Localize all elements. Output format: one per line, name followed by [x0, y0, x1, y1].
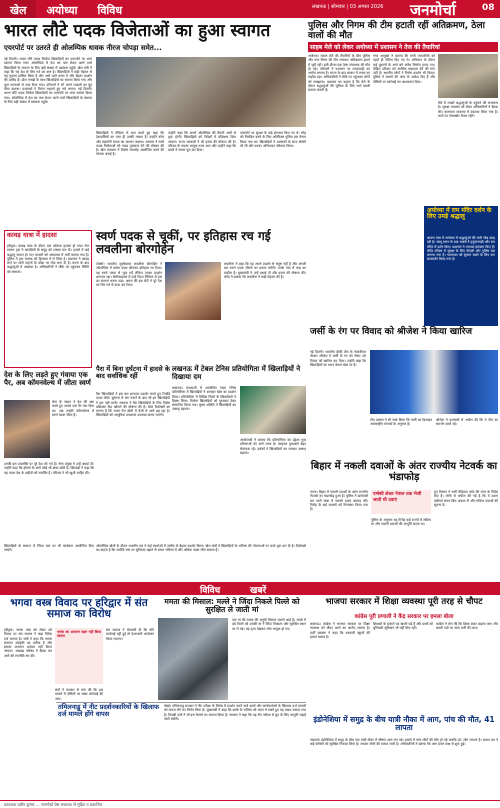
page-number: 08 — [482, 3, 495, 13]
headline-fake-medicine: बिहार में नकली दवाओं के अंतर राज्यीय नेटवर्क का भंडाफोड़ — [310, 461, 498, 483]
headline-sreejesh: जर्सी के रंग पर विवाद को श्रीजेश ने किया खारिज — [310, 327, 473, 337]
s2-body-a: अयोध्या। सावन मेले की तैयारियों के बीच पुलिस और नगर निगम की टीम लगातार अतिक्रमण हटाने में जुटी रही। इसी दौरान एक ठेला संचालक की मौत हो गई। परिजनों ने प्रशासन पर लापरवाही का आरोप लगाया है। घटना के बाद बाजार में तनाव का माहौल रहा। अधिकारियों ने मौके पर पहुंचकर लोगों को समझाया। प्रशासन का कहना है कि मेले के दौरान श्रद्धालुओं की सुविधा के लिए मार्ग खाली कराना जरूरी है। — [308, 54, 370, 93]
b3-body-c: कांग्रेस ने मांग की कि शिक्षा बजट बढ़ाया जाए और खाली पदों पर जल्द भर्ती की जाए। — [436, 622, 498, 631]
photo-dog-puppy — [158, 618, 228, 700]
sidebar-left-headline: कावड़ यात्रा में हादसा — [7, 231, 57, 239]
s7-body-c: श्रीजेश ने प्रशंसकों से अपील की कि वे टीम का समर्थन करते रहें। — [436, 418, 498, 427]
tab-misc[interactable]: विविध — [97, 4, 123, 17]
s3-body-a: टोक्यो। भारतीय मुक्केबाज लवलीना बोरगोहेन ने ओलम्पिक में कांस्य पदक जीतकर इतिहास रच दिया। वह स्वर्ण पदक से चूक गईं लेकिन उनका प्रदर्शन शानदार रहा। सेमीफाइनल में उन्हें विश्व चैंपियन से हार का सामना करना पड़ा। असम की इस बेटी ने पूरे देश का सिर गर्व से ऊंचा कर दिया। — [96, 262, 162, 288]
headline-indonesia: इंडोनेशिया में समुद्र के बीच यात्री नौका में आग, पांच की मौत, 41 लापता — [313, 715, 495, 733]
footer-imprint: प्रकाशक प्रदीप कुमार ... जनमोर्चा प्रेस लखनऊ से मुद्रित व प्रकाशित — [4, 802, 103, 807]
headline-tamilnadu: तमिलनाडु में नीट प्रदर्शनकारियों के खिलाफ दर्ज मामले होंगे वापस — [58, 703, 159, 719]
b1-body-c: संत समाज ने चेतावनी दी कि यदि कार्रवाई नहीं हुई तो देशव्यापी आंदोलन किया जाएगा। — [106, 628, 154, 641]
tab-sports[interactable]: खेल — [0, 0, 36, 18]
headline-education: भाजपा सरकार में शिक्षा व्यवस्था पूरी तरह से चौपट — [325, 597, 483, 607]
b2-body: एक मां की ममता की अनूठी मिसाल सामने आई है। मलबे में दबे पिल्ले को उसकी मां ने जिंदा निकाला और सुरक्षित स्थान पर ले गई। यह दृश्य देखकर लोग भावुक हो गए। — [232, 618, 306, 631]
photo-table-tennis — [240, 386, 306, 434]
col-bottom-left: खिलाड़ियों के सम्मान में जिला स्तर पर भी कार्यक्रम आयोजित किए जाएंगे। — [4, 544, 94, 553]
s6-body-b: आयोजकों ने बताया कि प्रतियोगिता का उद्देश्य युवा प्रतिभाओं को आगे लाना है। फाइनल मुकाबले बेहद रोमांचक रहे। दर्शकों ने खिलाड़ियों का जमकर उत्साह बढ़ाया। — [240, 438, 306, 455]
s3-body-b: लवलीना ने कहा कि वह अपने प्रदर्शन से संतुष्ट नहीं हैं और अगली बार स्वर्ण पदक जीतने का प्रयास करेंगी। उनके गांव में जश्न का माहौल है। मुख्यमंत्री ने उन्हें बधाई दी और इनाम की घोषणा की। कोच ने बताया कि लवलीना ने कड़ी मेहनत की है। — [224, 262, 306, 279]
headline-commonwealth: देश के लिए लड़ते हुए गंवाया एक पैर, अब कॉमनवेल्थ में जीता स्वर्ण — [4, 371, 91, 387]
b4-body: चेन्नई। तमिलनाडु सरकार ने नीट परीक्षा के विरोध में प्रदर्शन करने वाले छात्रों और कार्यकर्ताओं के खिलाफ दर्ज मामलों को वापस लेने का निर्णय लिया है। मुख्यमंत्री ने कहा कि छात्रों के भविष्य को ध्यान में रखते हुए यह कदम उठाया गया है। विपक्षी दलों ने भी इस फैसले का स्वागत किया है। सरकार ने कहा कि वह नीट परीक्षा से छूट के लिए कानूनी लड़ाई जारी रखेगी। — [164, 704, 306, 721]
s2-body-b: नगर आयुक्त ने बताया कि सभी व्यापारियों को पहले ही नोटिस दिए गए थे। अभियान के दौरान कई दुकानों के आगे बने अवैध निर्माण हटाए गए। पीड़ित परिवार को आर्थिक सहायता देने की मांग उठी है। स्थानीय लोगों ने विरोध प्रदर्शन भी किया। पुलिस ने मामले की जांच के आदेश दिए हैं और दोषियों पर कार्रवाई का आश्वासन दिया। — [373, 54, 435, 84]
s8-bullet-text: एम्बेसी लेकर नेपाल तक भेजी जाती थी दवाएं — [373, 492, 422, 503]
col-bottom-1: ओलम्पिक खेलों के दौरान भारतीय दल ने कई स्पर्धाओं में उम्मीद से बेहतर प्रदर्शन किया। खेल संघों ने खिलाड़ियों के भविष्य की योजनाओं पर चर्चा शुरू कर दी है। विशेषज्ञों का कहना है कि जमीनी स्तर पर सुविधाएं बढ़ाने से भारत भविष्य में और अधिक पदक जीत सकता है। — [96, 544, 306, 553]
sidebar-left-body: हरिद्वार। कावड़ यात्रा के दौरान एक दर्दनाक हादसा हो गया। तेज रफ्तार ट्रक ने कांवड़ियों के समूह को टक्कर मार दी। हादसे में कई श्रद्धालु घायल हो गए। घायलों को अस्पताल में भर्ती कराया गया है। पुलिस ने ट्रक चालक को हिरासत में ले लिया है। प्रशासन ने कावड़ मार्ग पर भारी वाहनों के प्रवेश पर रोक लगा दी है। घटना के बाद श्रद्धालुओं में आक्रोश है। अधिकारियों ने मौके पर पहुंचकर स्थिति को संभाला। — [7, 244, 89, 274]
headline-lovlina: स्वर्ण पदक से चूकीं, पर इतिहास रच गई लवलीना बोरगोहेन — [96, 229, 271, 256]
photo-para-athlete — [4, 400, 50, 458]
body-col3: उन्होंने कहा कि अगले ओलम्पिक की तैयारी अभी से शुरू होगी। खिलाड़ियों को विदेशों में प्रशिक्षण दिया जाएगा। राज्य सरकारों ने भी इनाम की घोषणा की है। परिवार के सदस्य भावुक नजर आए और उन्होंने कहा कि बच्चों ने सपना पूरा कर दिया। — [168, 131, 236, 153]
photo-athletes-welcome — [96, 57, 306, 127]
body-col2: खिलाड़ियों ने मीडिया से बात करते हुए कहा कि देशवासियों का प्यार ही उनकी ताकत है। उन्होंने कोच और सहयोगी स्टाफ का आभार जताया। सरकार ने सभी पदक विजेताओं को नकद पुरस्कार देने की घोषणा की है। खेल मंत्रालय ने विशेष समारोह आयोजित करने की योजना बनाई है। — [96, 131, 164, 157]
b1-quote: भगवा का अपमान सहन नहीं किया जाएगा — [57, 630, 101, 639]
headline-saffron-row: भगवा वस्त्र विवाद पर हरिद्वार में संत समाज का विरोध — [10, 597, 148, 621]
headline-encroachment: पुलिस और निगम की टीम हटाती रहीं अतिक्रमण, ठेला वालों की मौत — [308, 21, 485, 41]
sidebar-box-body: श्रावण मास में अयोध्या में श्रद्धालुओं की भारी भीड़ उमड़ रही है। सरयू स्नान के बाद भक्तों ने हनुमानगढ़ी और राम मंदिर में दर्शन किए। प्रशासन ने व्यापक इंतजाम किए हैं। मंदिर परिसर में सुरक्षा के लिए पीएसी और पुलिस बल लगाया गया है। यातायात को सुचारु रखने के लिए रूट डायवर्जन किया गया है। — [427, 236, 495, 262]
headline-table-tennis: लखनऊ में टेबल टेनिस प्रतियोगिता में खिलाड़ियों ने दिखाया दम — [172, 365, 301, 381]
body-col1: नई दिल्ली। भारत लौटे पदक विजेता खिलाड़ियों का एयरपोर्ट पर भव्य स्वागत किया गया। ओलम्पिक में देश का नाम रोशन करने वाले खिलाड़ियों के स्वागत के लिए बड़ी संख्या में प्रशंसक पहुंचे। खेल मंत्री ने कहा कि यह देश के लिए गर्व का क्षण है। खिलाड़ियों ने कड़ी मेहनत से यह मुकाम हासिल किया है और आने वाले समय में और बेहतर प्रदर्शन की उम्मीद है। ढोल नगाड़ों के साथ खिलाड़ियों का स्वागत किया गया और फूल मालाओं से लाद दिया गया। परिजनों ने भी अपने लाडलों का मुंह मीठा कराया। प्रशंसकों ने तिरंगा लहराते हुए नारे लगाए। नई दिल्ली। भारत लौटे पदक विजेता खिलाड़ियों का एयरपोर्ट पर भव्य स्वागत किया गया। ओलम्पिक में देश का नाम रोशन करने वाले खिलाड़ियों के स्वागत के लिए बड़ी संख्या में प्रशंसक पहुंचे। — [4, 57, 92, 104]
section-tabs — [0, 0, 132, 18]
photo-encroachment — [438, 54, 498, 98]
footer-rule — [0, 800, 500, 801]
s7-body-a: नई दिल्ली। भारतीय हॉकी टीम के गोलकीपर पीआर श्रीजेश ने जर्सी के रंग को लेकर उठे विवाद को खारिज कर दिया। उन्होंने कहा कि खिलाड़ियों का ध्यान केवल खेल पर है। — [310, 350, 366, 367]
sidebar-box-headline: अयोध्या में राम मंदिर दर्शन के लिए उमड़े श्रद्धालु — [427, 207, 492, 221]
s4-body-a: सेना के जवान ने देश की रक्षा करते हुए अपना एक पैर गंवा दिया था। अब उन्होंने कॉमनवेल्थ में स्वर्ण पदक जीता है। — [52, 400, 94, 417]
s8-body-b: पुलिस के अनुसार यह गिरोह कई राज्यों में सक्रिय था और नकली दवाओं की आपूर्ति करता था। — [371, 518, 431, 527]
headline-medal-winners: भारत लौटे पदक विजेताओं का हुआ स्वागत — [4, 21, 271, 41]
tab-ayodhya[interactable]: अयोध्या — [46, 4, 78, 17]
headline-para: पैरा में बिना दुर्घटना में हादसे के बाद सर्वाधिक रहीं — [96, 365, 170, 381]
brand-logo: जनमोर्चा — [410, 1, 456, 19]
body-col4: एयरपोर्ट पर सुरक्षा के कड़े इंतजाम किए गए थे। भीड़ को नियंत्रित करने के लिए अतिरिक्त पुलिस बल तैनात किया गया था। खिलाड़ियों ने प्रशंसकों के साथ सेल्फी भी ली और उनका अभिवादन स्वीकार किया। — [240, 131, 306, 148]
band2-tab-1[interactable]: विविध — [200, 586, 221, 596]
b3-body-a: लखनऊ। कांग्रेस ने भाजपा सरकार पर शिक्षा व्यवस्था को चौपट करने का आरोप लगाया है। पार्टी प्रवक्ता ने कहा कि सरकारी स्कूलों की हालत खराब है। — [310, 622, 370, 639]
s4-body-b: उनकी इस उपलब्धि पर पूरे देश को गर्व है। सेना प्रमुख ने उन्हें बधाई दी। उन्होंने कहा कि हौसले के आगे कोई भी बाधा छोटी है। खिलाड़ी ने कहा कि यह पदक देश के शहीदों को समर्पित है। परिवार ने भी खुशी जाहिर की। — [4, 462, 94, 475]
s8-body-a: पटना। बिहार में नकली दवाओं के अंतर राज्यीय नेटवर्क का भंडाफोड़ हुआ है। पुलिस ने छापेमारी कर भारी मात्रा में नकली दवाएं बरामद कीं। गिरोह के कई सदस्यों को गिरफ्तार किया गया है। — [310, 490, 368, 512]
subheadline-medal-winners: एयरपोर्ट पर उतरते ही ओलम्पिक धावक नीरज चोपड़ा समेत... — [4, 44, 162, 52]
headline-mother-dog: ममता की मिसाल: मल्ले ने जिंदा निकले पिल्ले को सुरक्षित ले जाती मां — [164, 597, 300, 615]
b1-body-a: हरिद्वार। भगवा वस्त्र को लेकर उठे विवाद पर संत समाज ने कड़ा विरोध दर्ज कराया है। संतों ने कहा कि भगवा सनातन संस्कृति का प्रतीक है और इसका अपमान बर्दाश्त नहीं किया जाएगा। अखाड़ा परिषद ने बैठक कर आगे की रणनीति तय की। — [4, 628, 52, 658]
b1-body-b: संतों ने सरकार से मांग की कि इस मामले में दोषियों पर सख्त कार्रवाई की जाए। — [55, 688, 103, 701]
s5-body: पैरा खिलाड़ियों ने इस बार शानदार प्रदर्शन करते हुए रिकॉर्ड पदक जीते। दुर्घटना में अंग गंवाने के बाद भी इन खिलाड़ियों ने हार नहीं मानी। सरकार ने पैरा खिलाड़ियों के लिए विशेष प्रशिक्षण केंद्र खोलने की घोषणा की है। खेल विशेषज्ञों का मानना है कि भारत पैरा खेलों में तेजी से आगे बढ़ रहा है। खिलाड़ियों को आधुनिक उपकरण उपलब्ध कराए जाएंगे। — [96, 392, 170, 418]
s8-body-c: ड्रग विभाग ने सभी मेडिकल स्टोर की जांच के निर्देश दिए हैं। लोगों से अपील की गई है कि वे दवाएं खरीदते समय बिल अवश्य लें और संदिग्ध दवाओं की सूचना दें। — [434, 490, 498, 507]
s7-body-b: टीम प्रबंधन ने भी स्पष्ट किया कि जर्सी का डिजाइन अंतरराष्ट्रीय मानकों के अनुसार है। — [370, 418, 432, 427]
s2-body-c: मेले में लाखों श्रद्धालुओं के पहुंचने की संभावना है। सुरक्षा व्यवस्था को लेकर अधिकारियों ने बैठक की। यातायात व्यवस्था में बदलाव किया गया है। घाटों पर गोताखोर तैनात रहेंगे। — [438, 101, 498, 118]
s6-body-a: लखनऊ। राजधानी में आयोजित टेबल टेनिस प्रतियोगिता में खिलाड़ियों ने शानदार खेल का प्रदर्शन किया। प्रतियोगिता में विभिन्न जिलों के खिलाड़ियों ने हिस्सा लिया। विजेता खिलाड़ियों को पुरस्कार देकर सम्मानित किया गया। मुख्य अतिथि ने खिलाड़ियों का उत्साह बढ़ाया। — [172, 386, 236, 412]
photo-hockey-jersey — [370, 350, 498, 414]
b5-body: जकार्ता। इंडोनेशिया में समुद्र के बीच एक यात्री नौका में भीषण आग लग गई। हादसे में पांच लोगों की मौत हो गई जबकि 41 लोग लापता हैं। बचाव दल ने कई यात्रियों को सुरक्षित निकाल लिया है। लापता लोगों की तलाश जारी है। अधिकारियों ने बताया कि आग इंजन कक्ष से शुरू हुई। — [310, 738, 498, 747]
subheadline-encroachment: साहब मेले को लेकर अयोध्या में प्रशासन ने तेज की तैयारियां — [308, 42, 498, 52]
photo-lovlina — [165, 262, 221, 320]
band2-tab-2[interactable]: खबरें — [250, 586, 267, 596]
subheadline-education: कांग्रेस पूरी प्रणाली ने केंद्र सरकार पर हमला बोला — [354, 614, 454, 620]
b3-body-b: शिक्षकों के हजारों पद खाली पड़े हैं और छात्रों को बुनियादी सुविधाएं भी नहीं मिल रहीं। — [373, 622, 433, 631]
dateline: लखनऊ | सोमवार | 03 अगस्त 2026 — [312, 4, 384, 10]
